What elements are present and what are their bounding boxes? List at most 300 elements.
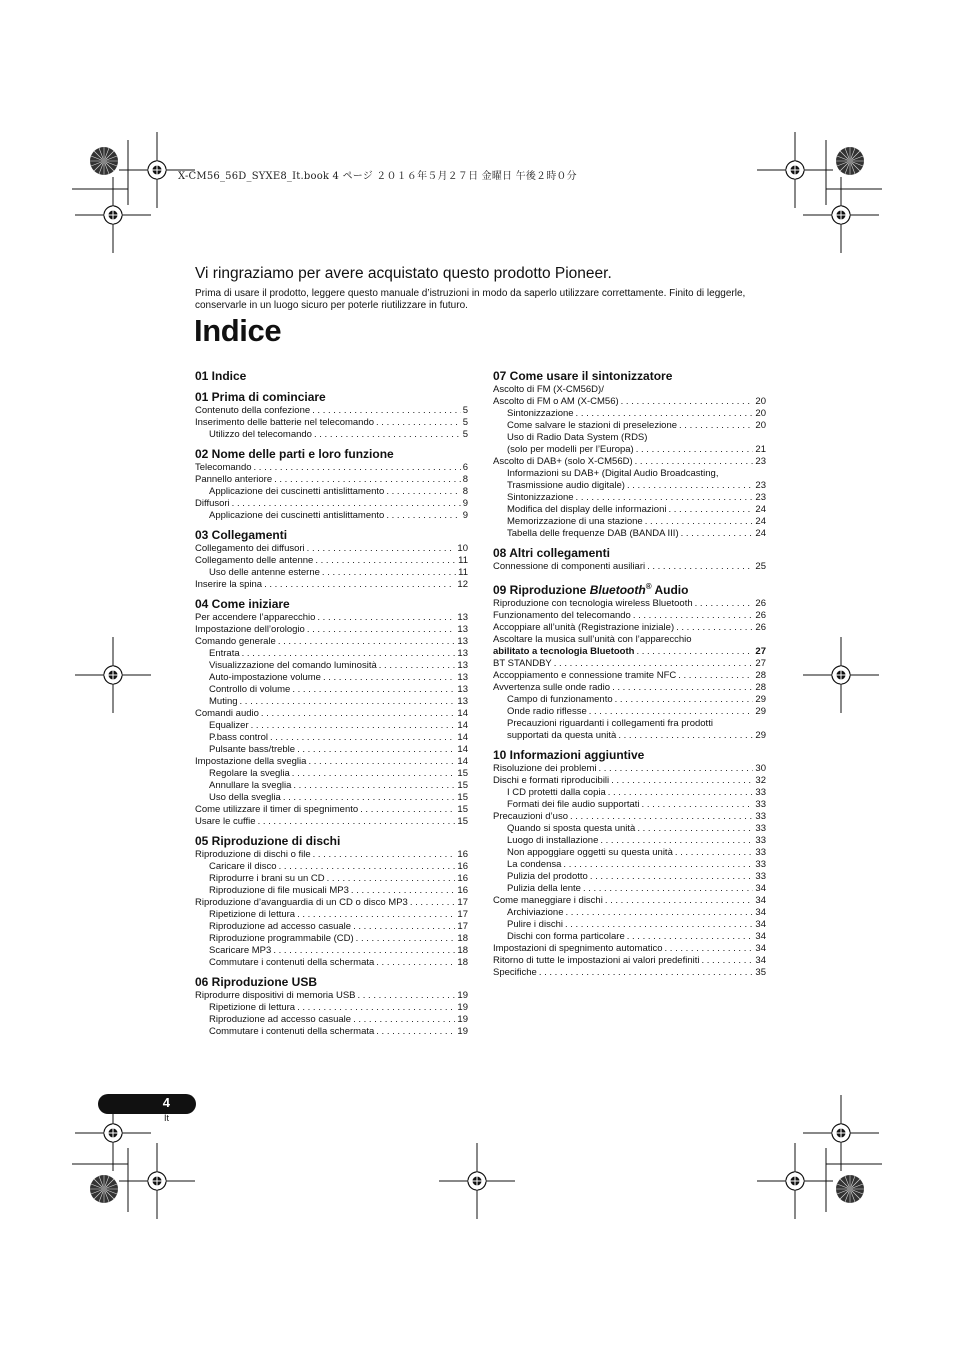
toc-entry-label: Auto-impostazione volume: [209, 672, 321, 683]
toc-entry-page: 33: [755, 787, 766, 798]
toc-entry[interactable]: [493, 871, 766, 883]
toc-entry-label: Accoppiare all’unità (Registrazione iniziale): [493, 622, 675, 633]
toc-leader-dots: [565, 919, 753, 931]
toc-entry[interactable]: [493, 610, 766, 622]
toc-leader-dots: [279, 861, 456, 873]
toc-entry-label: Riproduzione ad accesso casuale: [209, 921, 352, 932]
toc-entry-label: supportati da questa unità: [507, 730, 617, 741]
toc-entry-page: 34: [755, 955, 766, 966]
toc-entry-page: 33: [755, 835, 766, 846]
toc-entry[interactable]: [195, 816, 468, 828]
toc-leader-dots: [297, 1002, 455, 1014]
toc-leader-dots: [636, 444, 754, 456]
toc-entry-label: Uso delle antenne esterne: [209, 567, 320, 578]
toc-entry-label: Formati dei file audio supportati: [507, 799, 640, 810]
toc-entry-label: Controllo di volume: [209, 684, 291, 695]
toc-entry-page: 33: [755, 847, 766, 858]
toc-entry-page: 8: [462, 474, 468, 485]
toc-entry-page: 19: [457, 1026, 468, 1037]
toc-entry[interactable]: [195, 1026, 468, 1038]
toc-leader-dots: [681, 528, 754, 540]
toc-leader-dots: [576, 492, 754, 504]
toc-entry[interactable]: [493, 943, 766, 955]
toc-section-title: 06 Riproduzione USB: [195, 975, 318, 989]
toc-entry-page: 18: [457, 945, 468, 956]
toc-entry[interactable]: [195, 945, 468, 957]
toc-entry[interactable]: [493, 561, 766, 573]
toc-entry-label: Riproduzione di dischi o file: [195, 849, 311, 860]
toc-leader-dots: [570, 811, 753, 823]
toc-leader-dots: [376, 1026, 455, 1038]
toc-entry[interactable]: [493, 799, 766, 811]
toc-entry[interactable]: [493, 967, 766, 979]
toc-entry-page: 24: [755, 504, 766, 515]
toc-entry-page: 33: [755, 859, 766, 870]
toc-entry-label: Comando generale: [195, 636, 276, 647]
toc-entry-label: Memorizzazione di una stazione: [507, 516, 643, 527]
toc-leader-dots: [297, 744, 455, 756]
toc-entry-label: Pannello anteriore: [195, 474, 273, 485]
toc-entry-page: 23: [755, 480, 766, 491]
toc-entry-page: 6: [462, 462, 468, 473]
registered-mark: ®: [645, 582, 652, 591]
toc-entry-page: 19: [457, 990, 468, 1001]
toc-leader-dots: [665, 943, 754, 955]
toc-leader-dots: [647, 561, 753, 573]
toc-leader-dots: [251, 720, 456, 732]
toc-entry[interactable]: [493, 528, 766, 540]
toc-entry-label: Commutare i contenuti della schermata: [209, 1026, 375, 1037]
toc-leader-dots: [258, 816, 456, 828]
toc-leader-dots: [270, 732, 455, 744]
toc-entry-label: Specifiche: [493, 967, 537, 978]
toc-entry[interactable]: [493, 634, 766, 646]
toc-entry[interactable]: [195, 417, 468, 429]
toc-entry[interactable]: [493, 384, 766, 396]
toc-entry-page: 24: [755, 516, 766, 527]
toc-entry-page: 33: [755, 811, 766, 822]
toc-leader-dots: [376, 417, 461, 429]
toc-entry-page: 13: [457, 648, 468, 659]
toc-entry-page: 15: [457, 780, 468, 791]
toc-entry-page: 15: [457, 816, 468, 827]
toc-leader-dots: [386, 486, 460, 498]
toc-entry[interactable]: [195, 744, 468, 756]
toc-entry-label: Muting: [209, 696, 238, 707]
toc-entry-page: 13: [457, 636, 468, 647]
toc-entry-page: 13: [457, 684, 468, 695]
toc-leader-dots: [323, 672, 455, 684]
toc-leader-dots: [679, 420, 753, 432]
toc-entry[interactable]: [493, 646, 766, 658]
toc-entry-page: 14: [457, 744, 468, 755]
toc-entry-page: 5: [462, 417, 468, 428]
toc-entry-label: Collegamento delle antenne: [195, 555, 314, 566]
toc-entry-label: (solo per modelli per l’Europa): [507, 444, 634, 455]
toc-entry-label: Archiviazione: [507, 907, 564, 918]
page-title: Indice: [194, 313, 282, 348]
toc-entry-label: Campo di funzionamento: [507, 694, 613, 705]
toc-leader-dots: [308, 756, 455, 768]
toc-entry[interactable]: [493, 859, 766, 871]
toc-section-title: 02 Nome delle parti e loro funzione: [195, 447, 394, 461]
toc-entry-page: 24: [755, 528, 766, 539]
toc-entry[interactable]: [493, 480, 766, 492]
toc-section: [195, 975, 468, 1038]
toc-entry-page: 12: [457, 579, 468, 590]
toc-leader-dots: [283, 792, 456, 804]
toc-leader-dots: [627, 931, 754, 943]
toc-entry-page: 33: [755, 799, 766, 810]
toc-section: [493, 546, 766, 573]
toc-entry[interactable]: [195, 708, 468, 720]
toc-entry[interactable]: [195, 486, 468, 498]
toc-entry-page: 15: [457, 804, 468, 815]
toc-entry-label: Uso di Radio Data System (RDS): [507, 432, 648, 443]
toc-leader-dots: [633, 610, 754, 622]
toc-entry-page: 13: [457, 696, 468, 707]
toc-entry-page: 16: [457, 861, 468, 872]
toc-leader-dots: [621, 396, 754, 408]
toc-entry-label: Uso della sveglia: [209, 792, 281, 803]
toc-section: [195, 390, 468, 441]
toc-leader-dots: [360, 804, 455, 816]
toc-entry[interactable]: [195, 933, 468, 945]
toc-entry[interactable]: [195, 768, 468, 780]
toc-entry[interactable]: [493, 432, 766, 444]
toc-entry[interactable]: [195, 909, 468, 921]
toc-entry[interactable]: [195, 660, 468, 672]
toc-entry-label: Pulsante bass/treble: [209, 744, 296, 755]
toc-entry[interactable]: [493, 456, 766, 468]
toc-entry[interactable]: [493, 694, 766, 706]
toc-entry-label: Applicazione dei cuscinetti antislittamento: [209, 510, 385, 521]
toc-entry-label: Caricare il disco: [209, 861, 277, 872]
toc-section: [195, 369, 468, 384]
toc-entry-label: Come salvare le stazioni di preselezione: [507, 420, 678, 431]
toc-entry-page: 23: [755, 456, 766, 467]
toc-entry-label: Impostazione della sveglia: [195, 756, 307, 767]
toc-leader-dots: [317, 612, 455, 624]
toc-entry-page: 34: [755, 907, 766, 918]
toc-leader-dots: [612, 682, 753, 694]
toc-entry-label: Inserire la spina: [195, 579, 263, 590]
language-code: It: [164, 1113, 170, 1123]
toc-entry[interactable]: [493, 706, 766, 718]
toc-entry-page: 9: [462, 510, 468, 521]
toc-entry-page: 34: [755, 895, 766, 906]
toc-leader-dots: [589, 706, 754, 718]
toc-entry[interactable]: [195, 405, 468, 417]
toc-leader-dots: [678, 670, 753, 682]
toc-entry[interactable]: [493, 847, 766, 859]
toc-entry-label: Dischi con forma particolare: [507, 931, 625, 942]
toc-entry-page: 26: [755, 622, 766, 633]
toc-entry[interactable]: [493, 718, 766, 730]
toc-entry-label: Riproduzione d’avanguardia di un CD o disco MP3: [195, 897, 408, 908]
toc-entry[interactable]: [493, 883, 766, 895]
toc-leader-dots: [627, 480, 753, 492]
toc-entry[interactable]: [195, 873, 468, 885]
toc-entry-label: Usare le cuffie: [195, 816, 256, 827]
toc-entry-label: Informazioni su DAB+ (Digital Audio Broadcasting,: [507, 468, 719, 479]
toc-entry-label: Per accendere l’apparecchio: [195, 612, 316, 623]
toc-entry-label: Applicazione dei cuscinetti antislittamento: [209, 486, 385, 497]
toc-entry[interactable]: [493, 682, 766, 694]
toc-entry[interactable]: [195, 756, 468, 768]
toc-entry[interactable]: [195, 648, 468, 660]
toc-entry-label: Diffusori: [195, 498, 230, 509]
toc-entry[interactable]: [493, 492, 766, 504]
toc-leader-dots: [637, 823, 753, 835]
toc-entry-page: 5: [462, 405, 468, 416]
toc-entry-page: 17: [457, 921, 468, 932]
toc-section-title: 03 Collegamenti: [195, 528, 288, 542]
toc-leader-dots: [292, 768, 456, 780]
toc-section: [195, 447, 468, 522]
toc-entry-label: Sintonizzazione: [507, 408, 574, 419]
toc-leader-dots: [583, 883, 753, 895]
toc-entry-label: Impostazioni di spegnimento automatico: [493, 943, 663, 954]
toc-leader-dots: [353, 921, 455, 933]
toc-entry-label: Onde radio riflesse: [507, 706, 587, 717]
toc-leader-dots: [676, 622, 753, 634]
toc-entry-page: 20: [755, 408, 766, 419]
toc-entry[interactable]: [493, 598, 766, 610]
toc-entry-label: Ascolto di FM o AM (X-CM56): [493, 396, 619, 407]
toc-leader-dots: [307, 543, 456, 555]
toc-entry-page: 33: [755, 823, 766, 834]
toc-leader-dots: [293, 780, 455, 792]
toc-entry-page: 26: [755, 610, 766, 621]
toc-entry[interactable]: [195, 612, 468, 624]
toc-entry-page: 30: [755, 763, 766, 774]
toc-leader-dots: [701, 955, 753, 967]
toc-entry-page: 13: [457, 672, 468, 683]
toc-entry-page: 34: [755, 943, 766, 954]
toc-entry[interactable]: [493, 730, 766, 742]
toc-entry-page: 27: [755, 658, 766, 669]
toc-entry-label: Ascoltare la musica sull’unità con l’apparecchio: [493, 634, 692, 645]
toc-leader-dots: [327, 873, 456, 885]
toc-entry-label: Come maneggiare i dischi: [493, 895, 603, 906]
toc-entry-page: 29: [755, 730, 766, 741]
toc-entry-page: 13: [457, 660, 468, 671]
toc-entry-page: 9: [462, 498, 468, 509]
toc-entry[interactable]: [195, 921, 468, 933]
toc-entry[interactable]: [195, 672, 468, 684]
toc-entry[interactable]: [493, 811, 766, 823]
toc-leader-dots: [358, 990, 456, 1002]
toc-entry-page: 28: [755, 670, 766, 681]
toc-entry-label: Risoluzione dei problemi: [493, 763, 597, 774]
toc-entry-page: 14: [457, 732, 468, 743]
toc-entry[interactable]: [493, 420, 766, 432]
toc-entry[interactable]: [195, 543, 468, 555]
toc-leader-dots: [554, 658, 754, 670]
toc-entry-page: 14: [457, 720, 468, 731]
toc-entry-label: Comandi audio: [195, 708, 259, 719]
toc-leader-dots: [376, 957, 455, 969]
toc-leader-dots: [645, 516, 754, 528]
toc-section-title: 04 Come iniziare: [195, 597, 290, 611]
toc-leader-dots: [232, 498, 461, 510]
toc-entry[interactable]: [493, 516, 766, 528]
toc-leader-dots: [240, 696, 456, 708]
toc-entry[interactable]: [493, 396, 766, 408]
toc-entry[interactable]: [195, 1002, 468, 1014]
toc-entry[interactable]: [195, 474, 468, 486]
toc-entry[interactable]: [195, 684, 468, 696]
toc-entry-page: 23: [755, 492, 766, 503]
toc-entry[interactable]: [493, 919, 766, 931]
toc-section: [493, 748, 766, 979]
toc-entry-label: Accoppiamento e connessione tramite NFC: [493, 670, 677, 681]
toc-entry[interactable]: [195, 624, 468, 636]
toc-entry-label: Regolare la sveglia: [209, 768, 290, 779]
toc-entry-label: Pulizia del prodotto: [507, 871, 588, 882]
toc-entry-label: Ripetizione di lettura: [209, 909, 296, 920]
toc-entry-page: 17: [457, 909, 468, 920]
toc-entry-label: Ritorno di tutte le impostazioni ai valori predefiniti: [493, 955, 700, 966]
toc-leader-dots: [386, 510, 460, 522]
toc-entry-page: 19: [457, 1002, 468, 1013]
toc-entry[interactable]: [195, 636, 468, 648]
toc-entry[interactable]: [493, 670, 766, 682]
toc-leader-dots: [254, 462, 461, 474]
toc-section: [493, 579, 766, 742]
toc-entry-label: Contenuto della confezione: [195, 405, 311, 416]
page-number: 4: [162, 1095, 170, 1110]
toc-entry[interactable]: [493, 835, 766, 847]
toc-entry-page: 14: [457, 708, 468, 719]
toc-entry-page: 34: [755, 919, 766, 930]
toc-leader-dots: [668, 504, 753, 516]
toc-section-title: 07 Come usare il sintonizzatore: [493, 369, 673, 383]
toc-leader-dots: [307, 624, 456, 636]
toc-entry-label: Scaricare MP3: [209, 945, 272, 956]
toc-entry[interactable]: [195, 804, 468, 816]
intro-heading: Vi ringraziamo per avere acquistato questo prodotto Pioneer.: [195, 265, 612, 282]
toc-entry-label: Sintonizzazione: [507, 492, 574, 503]
toc-entry-page: 19: [457, 1014, 468, 1025]
toc-entry[interactable]: [493, 468, 766, 480]
toc-entry[interactable]: [195, 429, 468, 441]
toc-entry[interactable]: [195, 555, 468, 567]
toc-leader-dots: [297, 909, 455, 921]
toc-section-title: 05 Riproduzione di dischi: [195, 834, 341, 848]
toc-entry[interactable]: [195, 720, 468, 732]
toc-section: [195, 834, 468, 969]
toc-leader-dots: [539, 967, 754, 979]
toc-section-title: 01 Prima di cominciare: [195, 390, 326, 404]
toc-entry-label: Pulire i dischi: [507, 919, 563, 930]
toc-entry-label: Precauzioni d’uso: [493, 811, 568, 822]
toc-entry[interactable]: [195, 579, 468, 591]
toc-entry[interactable]: [493, 658, 766, 670]
toc-entry-label: Luogo di installazione: [507, 835, 599, 846]
toc-entry-page: 20: [755, 396, 766, 407]
toc-entry[interactable]: [493, 408, 766, 420]
toc-entry[interactable]: [493, 622, 766, 634]
toc-entry[interactable]: [195, 885, 468, 897]
toc-entry-label: La condensa: [507, 859, 562, 870]
toc-entry[interactable]: [195, 696, 468, 708]
toc-entry-label: Commutare i contenuti della schermata: [209, 957, 375, 968]
toc-entry[interactable]: [195, 897, 468, 909]
toc-entry-label: Pulizia della lente: [507, 883, 581, 894]
toc-leader-dots: [615, 694, 754, 706]
toc-entry-label: Funzionamento del telecomando: [493, 610, 631, 621]
toc-leader-dots: [314, 429, 461, 441]
toc-section-title: 09 Riproduzione Bluetooth® Audio: [493, 582, 689, 597]
page-number-tab: [98, 1094, 196, 1114]
toc-entry-page: 25: [755, 561, 766, 572]
toc-entry[interactable]: [195, 510, 468, 522]
toc-entry[interactable]: [493, 895, 766, 907]
toc-leader-dots: [242, 648, 456, 660]
toc-entry-label: Equalizer: [209, 720, 249, 731]
toc-entry[interactable]: [195, 567, 468, 579]
toc-leader-dots: [264, 579, 455, 591]
toc-entry-label: Precauzioni riguardanti i collegamenti fra prodotti: [507, 718, 713, 729]
toc-leader-dots: [590, 871, 754, 883]
toc-entry-page: 35: [755, 967, 766, 978]
toc-entry[interactable]: [493, 931, 766, 943]
toc-entry[interactable]: [493, 763, 766, 775]
toc-entry[interactable]: [493, 775, 766, 787]
toc-entry[interactable]: [195, 780, 468, 792]
toc-entry-page: 32: [755, 775, 766, 786]
toc-entry-label: Come utilizzare il timer di spegnimento: [195, 804, 359, 815]
toc-entry[interactable]: [195, 792, 468, 804]
toc-entry[interactable]: [493, 504, 766, 516]
toc-entry-page: 26: [755, 598, 766, 609]
toc-entry[interactable]: [195, 990, 468, 1002]
toc-entry-label: Connessione di componenti ausiliari: [493, 561, 646, 572]
toc-leader-dots: [695, 598, 754, 610]
toc-entry[interactable]: [493, 444, 766, 456]
toc-leader-dots: [353, 1014, 455, 1026]
toc-entry[interactable]: [493, 955, 766, 967]
toc-entry[interactable]: [493, 823, 766, 835]
toc-entry[interactable]: [195, 462, 468, 474]
toc-entry[interactable]: [493, 787, 766, 799]
toc-entry-page: 34: [755, 883, 766, 894]
toc-section-title: 10 Informazioni aggiuntive: [493, 748, 645, 762]
toc-entry-label: Avvertenza sulle onde radio: [493, 682, 611, 693]
toc-entry[interactable]: [195, 732, 468, 744]
toc-entry[interactable]: [195, 957, 468, 969]
toc-entry-page: 11: [458, 555, 468, 566]
toc-entry-page: 10: [457, 543, 468, 554]
toc-entry-page: 11: [458, 567, 468, 578]
toc-section-title: 08 Altri collegamenti: [493, 546, 610, 560]
toc-entry-page: 33: [755, 871, 766, 882]
toc-leader-dots: [600, 835, 753, 847]
toc-entry[interactable]: [195, 849, 468, 861]
toc-entry[interactable]: [195, 498, 468, 510]
toc-entry-label: Riproduzione programmabile (CD): [209, 933, 354, 944]
toc-entry[interactable]: [493, 907, 766, 919]
toc-entry-page: 5: [462, 429, 468, 440]
toc-entry[interactable]: [195, 861, 468, 873]
toc-entry-label: Dischi e formati riproducibili: [493, 775, 610, 786]
toc-entry[interactable]: [195, 1014, 468, 1026]
toc-leader-dots: [261, 708, 456, 720]
toc-entry-label: Telecomando: [195, 462, 252, 473]
toc-section: [195, 528, 468, 591]
